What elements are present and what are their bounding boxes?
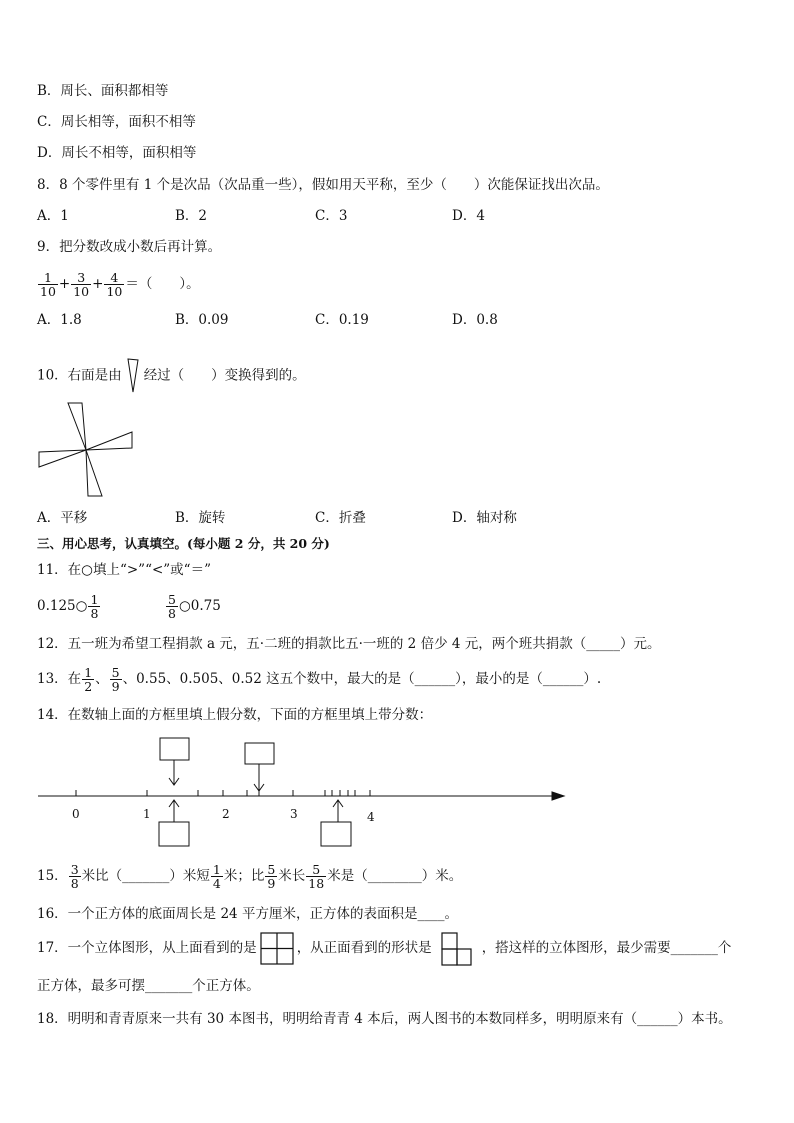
q7-option-c: C．周长相等，面积不相等 [37,114,196,130]
tick-label-2: 2 [222,807,230,821]
q9-fraction-3: $\frac{4}{10}$ [106,270,123,299]
q15-fraction-1: $\frac{3}{8}$ [70,862,79,891]
q8-option-b: B．2 [175,208,208,224]
q10-text: 10．右面是由 经过（ ）变换得到的。 [37,358,306,394]
q13-fraction-2: $\frac{5}{9}$ [111,665,120,694]
section3-title: 三、用心思考，认真填空。(每小题 2 分，共 20 分) [37,536,330,551]
q10-option-b: B．旋转 [175,510,226,526]
q15-fraction-2: $\frac{1}{4}$ [212,862,221,891]
q9-option-d: D．0.8 [452,312,498,328]
q15-text: 15． $\frac{3}{8}$ 米比（_______）米短 $\frac{1}{4}$ 米；比 $\frac{5}{9}$ 米长 $\frac{5}{18}$ 米是（________）米。 [37,862,463,891]
q12-text: 12．五一班为希望工程捐款 a 元，五·二班的捐款比五·一班的 2 倍少 4 元，两个班共捐款（_____）元。 [37,636,661,652]
q8-option-a: A．1 [37,208,69,224]
q8-text: 8．8 个零件里有 1 个是次品（次品重一些），假如用天平称，至少（ ）次能保证找出次品。 [37,177,609,193]
q17-line2: 正方体，最多可摆_______个正方体。 [37,978,260,994]
q9-option-b: B．0.09 [175,312,229,328]
tick-label-4: 4 [367,810,375,824]
q10-option-d: D．轴对称 [452,510,517,526]
q7-option-d: D．周长不相等，面积相等 [37,145,197,161]
q9-option-a: A．1.8 [37,312,82,328]
q9-fraction-1: $\frac{1}{10}$ [40,270,56,299]
front-view-shape-icon [440,931,474,967]
q9-text: 9．把分数改成小数后再计算。 [37,239,222,255]
windmill-figure [36,400,136,498]
q15-fraction-3: $\frac{5}{9}$ [267,862,276,891]
q9-option-c: C．0.19 [315,312,369,328]
q13-fraction-1: $\frac{1}{2}$ [84,665,93,694]
q7-option-b: B．周长、面积都相等 [37,83,169,99]
q11-compare-a: 0.125○ $\frac{1}{8}$ [37,592,99,621]
tick-label-1: 1 [143,807,151,821]
q9-fraction-2: $\frac{3}{10}$ [73,270,90,299]
q11-fraction-b: $\frac{5}{8}$ [168,592,176,621]
q9-expression: $\frac{1}{10}$ + $\frac{3}{10}$ + $\frac{4}{10}$ ＝（ ）。 [40,270,200,299]
q16-text: 16．一个正方体的底面周长是 24 平方厘米，正方体的表面积是____。 [37,906,458,922]
q11-compare-b: $\frac{5}{8}$ ○0.75 [168,592,221,621]
q10-option-a: A．平移 [37,510,88,526]
q10-option-c: C．折叠 [315,510,366,526]
q15-fraction-4: $\frac{5}{18}$ [308,862,325,891]
q18-text: 18．明明和青青原来一共有 30 本图书，明明给青青 4 本后，两人图书的本数同样多，明明原来有（______）本书。 [37,1011,732,1027]
q8-option-c: C．3 [315,208,348,224]
q11-fraction-a: $\frac{1}{8}$ [90,592,99,621]
q11-text: 11．在○填上“>”“<”或“＝” [37,562,211,578]
q13-text: 13．在 $\frac{1}{2}$ 、 $\frac{5}{9}$ 、0.55、0.505、0.52 这五个数中，最大的是（______），最小的是（______）. [37,665,602,694]
top-view-grid-icon [259,932,295,966]
tick-label-0: 0 [72,807,80,821]
triangle-shape-icon [126,358,140,394]
tick-label-3: 3 [290,807,298,821]
number-line-diagram [36,735,568,853]
q14-text: 14．在数轴上面的方框里填上假分数，下面的方框里填上带分数： [37,707,433,723]
q8-option-d: D．4 [452,208,485,224]
q17-line1: 17．一个立体图形，从上面看到的是 ，从正面看到的形状是 ，搭这样的立体图形，最少需要_______个 [37,930,731,967]
